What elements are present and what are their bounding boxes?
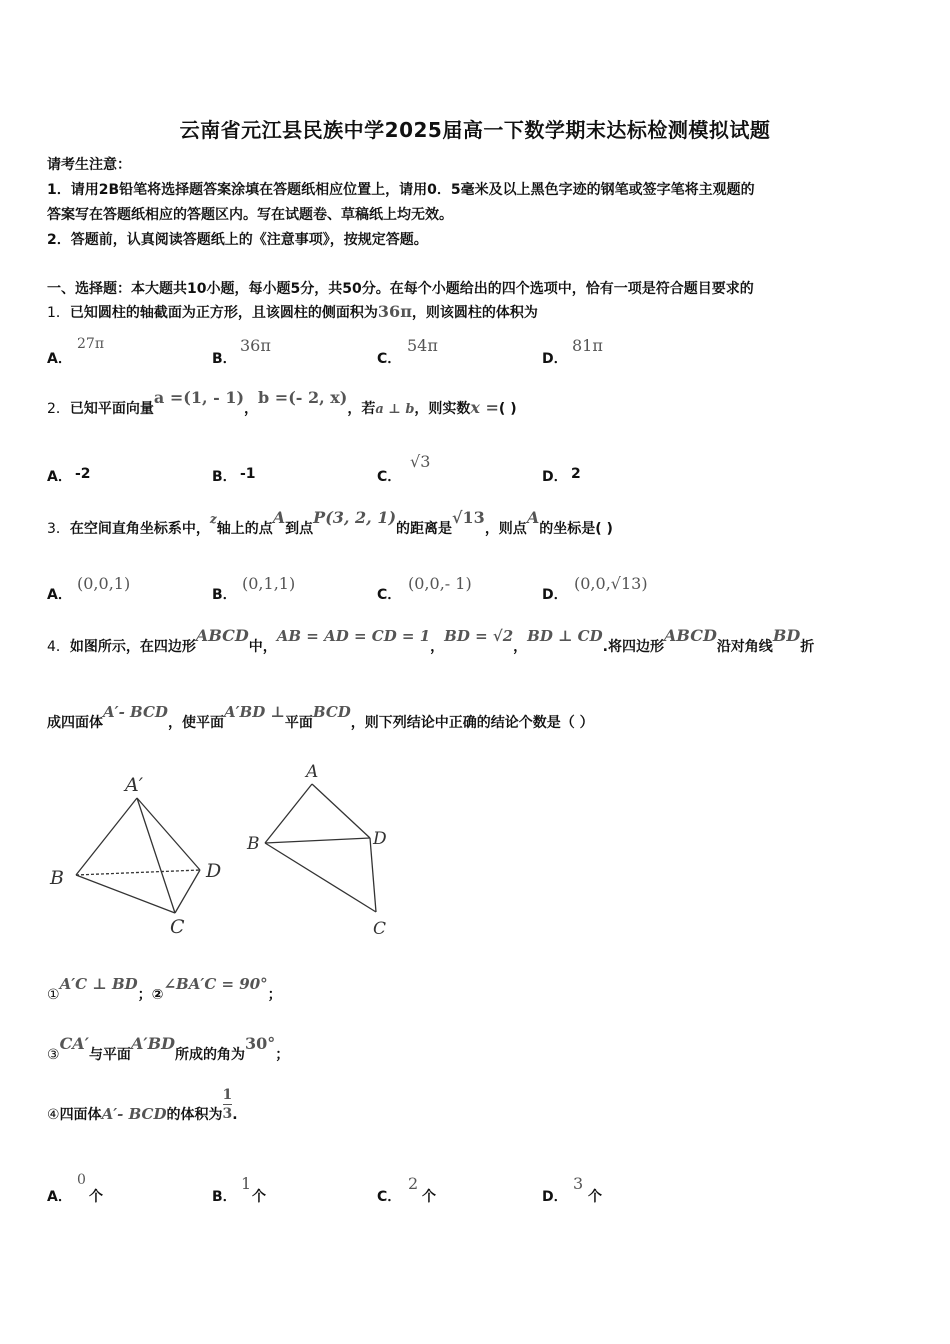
q3-number: 3．: [47, 521, 70, 537]
q3-a: A: [272, 508, 286, 527]
q3-text-6: 的坐标是( ): [539, 521, 613, 537]
statement-3: [47, 1034, 290, 1064]
q2-perp: a ⊥ b: [375, 402, 415, 417]
q4-figures: [40, 760, 400, 945]
q3-option-b-label[interactable]: B．: [212, 587, 237, 603]
q2-sep: ，: [244, 401, 259, 417]
q2-a-vector: a =(1, - 1): [153, 388, 245, 407]
s2-expr: ∠BA′C = 90°: [163, 975, 268, 993]
edge-b-c: [76, 875, 175, 913]
q1-options: [47, 338, 907, 368]
q2-options: [47, 452, 907, 486]
q4-line2-text-4: ，则下列结论中正确的结论个数是（ ）: [350, 715, 594, 731]
q4-abcd-2: ABCD: [663, 626, 717, 645]
q4-eq-1: AB = AD = CD = 1: [276, 627, 431, 645]
q4-plane-2: BCD: [312, 703, 351, 721]
q4-eq-2: BD = √2: [444, 627, 514, 645]
q3-p: P(3, 2, 1): [313, 508, 397, 527]
q2-option-b-value: -1: [240, 466, 256, 482]
fig2-label-bottom: C: [373, 919, 387, 939]
q4-option-b-label[interactable]: B．: [212, 1189, 237, 1205]
statement-4: [47, 1087, 238, 1144]
q3-option-a-label[interactable]: A．: [47, 587, 72, 603]
edge-a-prime-b: [76, 798, 137, 875]
q2-paren: ( ): [498, 401, 517, 417]
q2-option-a-value: -2: [75, 466, 91, 482]
q1-text-end: ，则该圆柱的体积为: [411, 305, 538, 321]
s2-mark: ②: [151, 987, 164, 1003]
notice-heading: 请考生注意：: [47, 157, 131, 173]
q1-option-c-label[interactable]: C．: [377, 351, 402, 367]
notice-line-2: 答案写在答题纸相应的答题区内。写在试题卷、草稿纸上均无效。: [47, 207, 453, 223]
q4-plane-1: A′BD ⊥: [223, 703, 285, 721]
s3-expr-2: A′BD: [130, 1034, 175, 1053]
q4-option-b-unit: 个: [252, 1189, 266, 1205]
question-4-line-2: [47, 703, 594, 732]
figure-quadrilateral: [265, 784, 376, 912]
edge-d-c: [175, 870, 200, 913]
s2-end: ；: [267, 987, 282, 1003]
edge-a-b: [265, 784, 312, 843]
fig1-label-top: A′: [125, 774, 144, 796]
q2-option-b-label[interactable]: B．: [212, 469, 237, 485]
q1-option-c-value: 54π: [407, 336, 438, 355]
s4-end: .: [232, 1106, 238, 1123]
q3-a-2: A: [526, 508, 540, 527]
q3-option-c-value: (0,0,- 1): [408, 574, 472, 593]
q4-option-c-label[interactable]: C．: [377, 1189, 402, 1205]
edge-a-prime-d: [137, 798, 200, 870]
s4-expr: A′- BCD: [101, 1104, 167, 1123]
edge-a-d: [312, 784, 370, 838]
s4-numerator: 1: [222, 1087, 233, 1103]
fig2-label-top: A: [306, 762, 319, 782]
q2-number: 2．: [47, 401, 70, 417]
q3-option-a-value: (0,0,1): [77, 574, 131, 593]
section-heading: 一、选择题：本大题共10小题，每小题5分，共50分。在每个小题给出的四个选项中，恰有一项是符合题目要求的: [47, 281, 754, 297]
q2-option-d-value: 2: [571, 466, 581, 482]
q4-option-b-value: 1: [241, 1174, 252, 1193]
statement-1-2: [47, 975, 282, 1004]
q3-text-3: 到点: [285, 521, 314, 537]
q2-option-d-label[interactable]: D．: [542, 469, 568, 485]
q3-text-5: ，则点: [484, 521, 527, 537]
q4-option-d-unit: 个: [588, 1189, 602, 1205]
edge-d-c: [370, 838, 376, 912]
s3-expr-1: CA′: [59, 1034, 89, 1053]
q2-option-c-label[interactable]: C．: [377, 469, 402, 485]
q4-option-d-label[interactable]: D．: [542, 1189, 568, 1205]
q2-text-3: ，则实数: [414, 401, 471, 417]
q1-option-a-value: 27π: [77, 336, 105, 352]
q2-option-a-label[interactable]: A．: [47, 469, 72, 485]
q4-text-2: 中，: [248, 639, 277, 655]
notice-line-1: 1．请用2B铅笔将选择题答案涂填在答题纸相应位置上，请用0．5毫米及以上黑色字迹的钢笔或签字笔将主观题的: [47, 182, 755, 198]
edge-b-d: [265, 838, 370, 843]
fig2-label-left: B: [247, 834, 260, 854]
q4-text-3: .将四边形: [602, 639, 664, 655]
q4-line2-text-3: 平面: [284, 715, 313, 731]
figure-tetrahedron: [76, 798, 200, 913]
q4-options: [47, 1172, 907, 1206]
q1-text: 已知圆柱的轴截面为正方形，且该圆柱的侧面积为: [69, 305, 378, 321]
s4-fraction: [223, 1086, 233, 1123]
q2-option-c-value: √3: [410, 452, 431, 471]
q3-option-d-label[interactable]: D．: [542, 587, 568, 603]
q2-text: 已知平面向量: [69, 401, 154, 417]
s1-expr: A′C ⊥ BD: [59, 975, 138, 993]
q3-text: 在空间直角坐标系中，: [69, 521, 210, 537]
q2-text-2: ，若: [347, 401, 376, 417]
q3-distance: √13: [452, 508, 485, 527]
s3-text-2: 所成的角为: [174, 1047, 245, 1063]
s4-text-1: 四面体: [59, 1106, 102, 1123]
q1-option-b-label[interactable]: B．: [212, 351, 237, 367]
q4-option-a-value: 0: [77, 1172, 86, 1188]
s3-end: ；: [275, 1047, 290, 1063]
q1-expr: 36π: [377, 302, 412, 321]
q4-tetrahedron: A′- BCD: [103, 703, 168, 721]
q3-option-d-value: (0,0,√13): [574, 574, 648, 593]
q4-option-c-value: 2: [408, 1174, 419, 1193]
q4-text-5: 折: [800, 639, 815, 655]
q4-line2-text-1: 成四面体: [47, 715, 103, 731]
question-2: [47, 388, 517, 418]
question-3: [47, 508, 613, 538]
s3-value: 30°: [244, 1034, 276, 1053]
q4-option-a-unit: 个: [89, 1189, 103, 1205]
q4-sep-2: ，: [513, 639, 528, 655]
q1-option-d-label[interactable]: D．: [542, 351, 568, 367]
q4-bd: BD: [772, 626, 801, 645]
q3-text-4: 的距离是: [396, 521, 453, 537]
q3-options: [47, 574, 907, 604]
page-title: 云南省元江县民族中学2025届高一下数学期末达标检测模拟试题: [179, 118, 771, 142]
s4-mark: ④: [47, 1106, 60, 1123]
q1-option-d-value: 81π: [572, 336, 603, 355]
q4-text-4: 沿对角线: [716, 639, 773, 655]
edge-b-d-hidden: [76, 870, 200, 875]
question-1: [47, 302, 538, 322]
q4-text: 如图所示，在四边形: [69, 639, 196, 655]
q3-z: z: [209, 512, 217, 526]
q4-abcd: ABCD: [195, 626, 249, 645]
q2-b-vector: b =(- 2, x): [258, 388, 348, 407]
fig1-label-bottom: C: [170, 916, 185, 938]
notice-line-3: 2．答题前，认真阅读答题纸上的《注意事项》，按规定答题。: [47, 232, 428, 248]
fig1-label-left: B: [50, 867, 64, 889]
q4-option-d-value: 3: [573, 1174, 584, 1193]
fig1-label-right: D: [206, 860, 222, 882]
s3-text-1: 与平面: [88, 1047, 131, 1063]
edge-a-prime-c: [137, 798, 175, 913]
q3-option-b-value: (0,1,1): [242, 574, 296, 593]
s4-denominator: 3: [222, 1106, 233, 1122]
fig2-label-right: D: [373, 829, 387, 849]
edge-b-c: [265, 843, 376, 912]
q4-option-c-unit: 个: [422, 1189, 436, 1205]
q4-option-a-label[interactable]: A．: [47, 1189, 72, 1205]
question-4: [47, 626, 815, 656]
q4-eq-3: BD ⊥ CD: [527, 627, 603, 645]
q1-option-a-label[interactable]: A．: [47, 351, 72, 367]
s1-mark: ①: [47, 987, 60, 1003]
q4-line2-text-2: ，使平面: [167, 715, 224, 731]
s4-text-2: 的体积为: [166, 1106, 223, 1123]
q3-option-c-label[interactable]: C．: [377, 587, 402, 603]
q2-x: x =: [470, 398, 499, 417]
q4-number: 4．: [47, 639, 70, 655]
q3-text-2: 轴上的点: [216, 521, 273, 537]
s3-mark: ③: [47, 1047, 60, 1063]
q4-sep-1: ，: [430, 639, 445, 655]
s1-sep: ；: [137, 987, 152, 1003]
q1-number: 1．: [47, 305, 70, 321]
q1-option-b-value: 36π: [240, 336, 271, 355]
